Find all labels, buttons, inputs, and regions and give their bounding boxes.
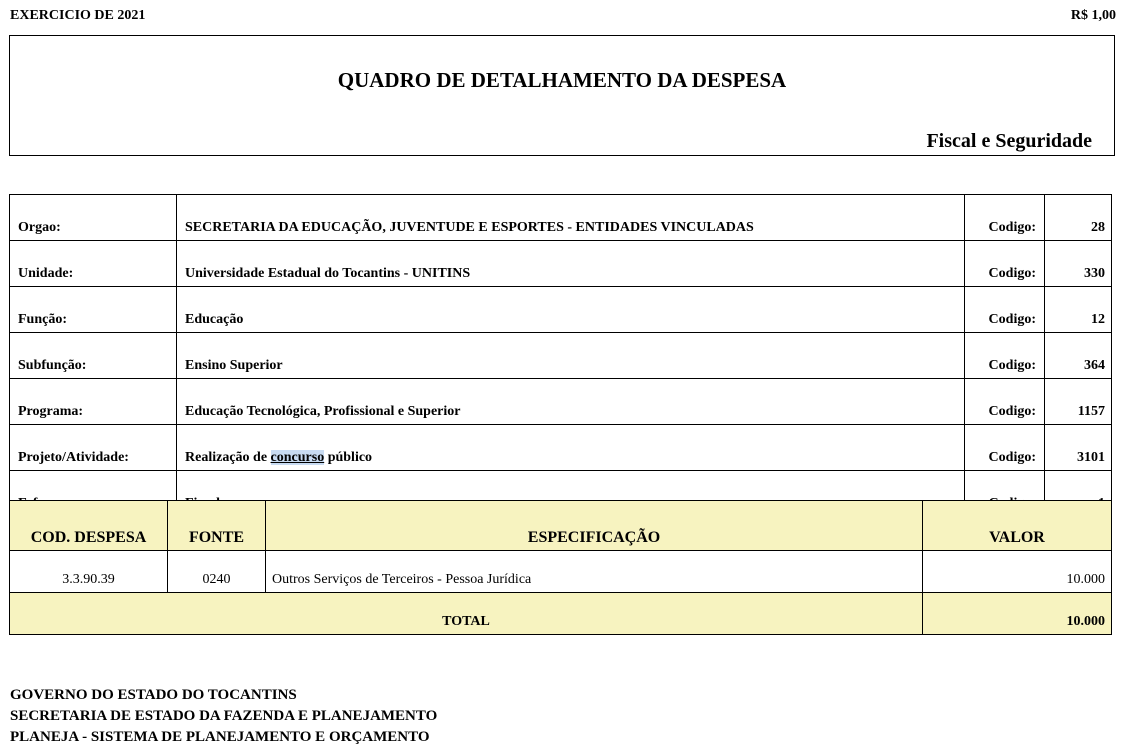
footer-line: SECRETARIA DE ESTADO DA FAZENDA E PLANEJAMENTO bbox=[10, 708, 438, 724]
code-value: 12 bbox=[1045, 287, 1112, 333]
cell-cod-despesa: 3.3.90.39 bbox=[10, 551, 168, 593]
page-title: QUADRO DE DETALHAMENTO DA DESPESA bbox=[337, 68, 787, 92]
code-value: 330 bbox=[1045, 241, 1112, 287]
code-value: 3101 bbox=[1045, 425, 1112, 471]
header-cod-despesa: COD. DESPESA bbox=[10, 501, 168, 551]
header-valor: VALOR bbox=[923, 501, 1112, 551]
footer-line: GOVERNO DO ESTADO DO TOCANTINS bbox=[10, 687, 297, 703]
code-value: 364 bbox=[1045, 333, 1112, 379]
info-label: Função: bbox=[10, 287, 177, 333]
exercise-year: EXERCICIO DE 2021 bbox=[10, 8, 146, 23]
code-value: 1157 bbox=[1045, 379, 1112, 425]
cell-valor: 10.000 bbox=[923, 551, 1112, 593]
table-header-row bbox=[10, 501, 1112, 551]
cell-especificacao: Outros Serviços de Terceiros - Pessoa Jurídica bbox=[266, 551, 923, 593]
code-label: Codigo: bbox=[965, 241, 1045, 287]
code-label: Codigo: bbox=[965, 195, 1045, 241]
title-box bbox=[9, 35, 1115, 156]
total-value: 10.000 bbox=[923, 593, 1112, 635]
info-row-programa bbox=[10, 379, 1112, 425]
info-value: Ensino Superior bbox=[177, 333, 965, 379]
header-fonte: FONTE bbox=[168, 501, 266, 551]
table-row bbox=[10, 551, 1112, 593]
info-value: Educação bbox=[177, 287, 965, 333]
info-value: Educação Tecnológica, Profissional e Superior bbox=[177, 379, 965, 425]
code-label: Codigo: bbox=[965, 379, 1045, 425]
code-label: Codigo: bbox=[965, 333, 1045, 379]
info-row-unidade bbox=[10, 241, 1112, 287]
info-value-suffix: público bbox=[324, 450, 373, 465]
cell-fonte: 0240 bbox=[168, 551, 266, 593]
info-row-funcao bbox=[10, 287, 1112, 333]
info-value: Universidade Estadual do Tocantins - UNITINS bbox=[177, 241, 965, 287]
info-label: Orgao: bbox=[10, 195, 177, 241]
info-label: Subfunção: bbox=[10, 333, 177, 379]
info-value-prefix: Realização de bbox=[185, 450, 271, 465]
total-row bbox=[10, 593, 1112, 635]
total-label: TOTAL bbox=[10, 593, 923, 635]
expense-detail-table bbox=[9, 500, 1112, 635]
info-table bbox=[9, 194, 1112, 517]
info-value bbox=[177, 425, 965, 471]
info-label: Unidade: bbox=[10, 241, 177, 287]
info-row-orgao bbox=[10, 195, 1112, 241]
code-value: 28 bbox=[1045, 195, 1112, 241]
search-highlight: concurso bbox=[270, 450, 325, 465]
info-row-subfuncao bbox=[10, 333, 1112, 379]
footer-line: PLANEJA - SISTEMA DE PLANEJAMENTO E ORÇAMENTO bbox=[10, 729, 430, 745]
code-label: Codigo: bbox=[965, 425, 1045, 471]
page-subtitle: Fiscal e Seguridade bbox=[926, 130, 1092, 152]
info-value: SECRETARIA DA EDUCAÇÃO, JUVENTUDE E ESPORTES - ENTIDADES VINCULADAS bbox=[177, 195, 965, 241]
code-label: Codigo: bbox=[965, 287, 1045, 333]
header-especificacao: ESPECIFICAÇÃO bbox=[266, 501, 923, 551]
info-row-projeto-atividade bbox=[10, 425, 1112, 471]
currency-unit: R$ 1,00 bbox=[1070, 8, 1116, 23]
info-label: Programa: bbox=[10, 379, 177, 425]
info-label: Projeto/Atividade: bbox=[10, 425, 177, 471]
footer bbox=[10, 685, 437, 748]
